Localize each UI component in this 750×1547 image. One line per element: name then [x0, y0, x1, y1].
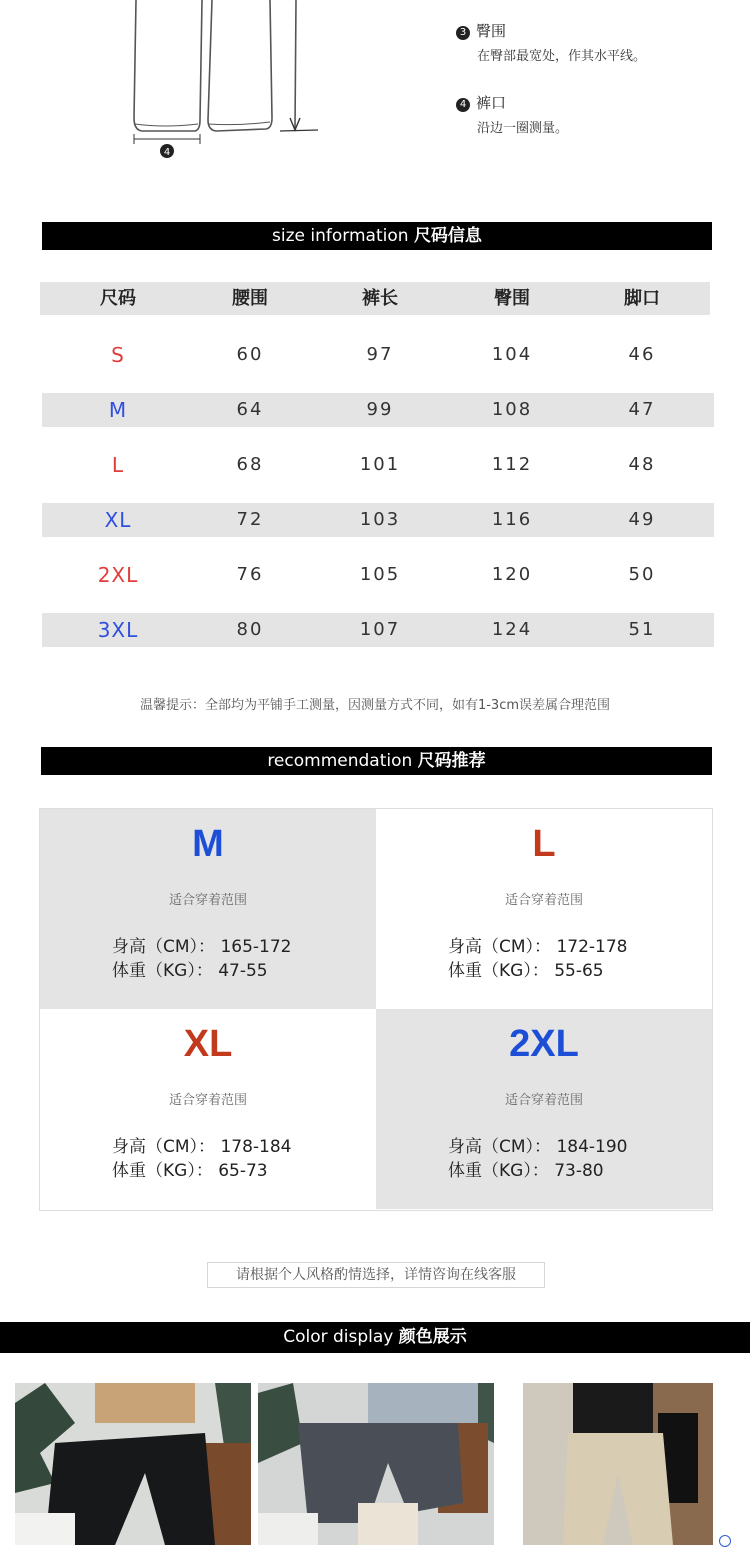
- rec-card-m: [40, 809, 376, 1009]
- row-waist: 64: [236, 399, 264, 420]
- row-hip: 120: [491, 564, 533, 585]
- header-waist: 腰围: [232, 288, 268, 309]
- rec-size: 2XL: [509, 1023, 579, 1065]
- row-hip: 116: [491, 509, 533, 530]
- row-hip: 112: [491, 454, 533, 475]
- rec-height: 身高（CM）： 184-190: [448, 1137, 628, 1157]
- rec-weight: 体重（KG）： 73-80: [448, 1161, 604, 1181]
- table-row: [42, 393, 714, 427]
- rec-size: M: [192, 823, 224, 865]
- rec-fit-label: 适合穿着范围: [504, 893, 583, 908]
- product-photo-khaki[interactable]: [523, 1383, 713, 1545]
- row-length: 101: [359, 454, 401, 475]
- banner-cn: 尺码推荐: [417, 751, 486, 771]
- row-length: 97: [366, 344, 394, 365]
- header-length: 裤长: [362, 288, 398, 309]
- rec-weight: 体重（KG）： 47-55: [112, 961, 268, 981]
- rec-height: 身高（CM）： 172-178: [448, 937, 628, 957]
- banner-cn: 尺码信息: [413, 226, 482, 246]
- recommendation-banner: [41, 747, 712, 775]
- corner-badge-icon: [719, 1535, 731, 1547]
- note-desc: 沿边一圈测量。: [477, 121, 569, 136]
- rec-fit-label: 适合穿着范围: [168, 1093, 247, 1108]
- measure-note-hip: [456, 20, 646, 64]
- row-waist: 76: [236, 564, 264, 585]
- row-size: XL: [104, 508, 132, 532]
- row-hem: 49: [628, 509, 656, 530]
- recommendation-grid: [39, 808, 713, 1211]
- rec-card-xl: [40, 1009, 376, 1209]
- note-title: 裤口: [476, 94, 507, 112]
- header-hip: 臀围: [494, 288, 530, 309]
- row-length: 103: [359, 509, 401, 530]
- style-tip-box: 请根据个人风格酌情选择，详情咨询在线客服: [207, 1262, 545, 1288]
- row-waist: 72: [236, 509, 264, 530]
- product-photo-black[interactable]: [15, 1383, 251, 1545]
- measurement-tip: 温馨提示：全部均为平铺手工测量，因测量方式不同，如有1-3cm误差属合理范围: [139, 698, 611, 713]
- table-row: [42, 338, 714, 372]
- table-row: [42, 448, 714, 482]
- row-waist: 60: [236, 344, 264, 365]
- diagram-marker-label: 4: [163, 147, 171, 158]
- row-hip: 104: [491, 344, 533, 365]
- rec-size: L: [532, 823, 556, 865]
- row-hem: 51: [628, 619, 656, 640]
- row-size: S: [111, 343, 125, 367]
- row-waist: 68: [236, 454, 264, 475]
- row-hem: 50: [628, 564, 656, 585]
- row-size: 2XL: [97, 563, 139, 587]
- row-size: L: [111, 453, 125, 477]
- rec-size: XL: [183, 1023, 233, 1065]
- color-display-banner: [0, 1322, 750, 1353]
- rec-card-l: [376, 809, 712, 1009]
- rec-height: 身高（CM）： 165-172: [112, 937, 292, 957]
- banner-en: size information: [272, 226, 409, 246]
- table-row: [42, 558, 714, 592]
- product-photo-gray[interactable]: [258, 1383, 494, 1545]
- row-length: 99: [366, 399, 394, 420]
- row-waist: 80: [236, 619, 264, 640]
- header-size: 尺码: [100, 288, 136, 309]
- row-hip: 124: [491, 619, 533, 640]
- size-info-banner: [42, 222, 712, 250]
- size-table-header: [40, 282, 710, 315]
- row-hip: 108: [491, 399, 533, 420]
- rec-weight: 体重（KG）： 65-73: [112, 1161, 268, 1181]
- pants-measure-diagram: [120, 0, 340, 170]
- measure-note-hem: [456, 92, 568, 136]
- row-size: M: [108, 398, 128, 422]
- table-row: [42, 613, 714, 647]
- row-hem: 47: [628, 399, 656, 420]
- row-length: 107: [359, 619, 401, 640]
- note-number: 4: [456, 98, 470, 112]
- row-length: 105: [359, 564, 401, 585]
- banner-en: recommendation: [267, 751, 413, 771]
- rec-height: 身高（CM）： 178-184: [112, 1137, 292, 1157]
- rec-card-2xl: [376, 1009, 712, 1209]
- header-hem: 脚口: [624, 288, 660, 309]
- rec-weight: 体重（KG）： 55-65: [448, 961, 604, 981]
- rec-fit-label: 适合穿着范围: [504, 1093, 583, 1108]
- row-hem: 46: [628, 344, 656, 365]
- rec-fit-label: 适合穿着范围: [168, 893, 247, 908]
- row-size: 3XL: [97, 618, 139, 642]
- banner-en: Color display: [283, 1327, 394, 1347]
- note-title: 臀围: [476, 22, 507, 40]
- row-hem: 48: [628, 454, 656, 475]
- note-number: 3: [456, 26, 470, 40]
- table-row: [42, 503, 714, 537]
- note-desc: 在臀部最宽处，作其水平线。: [477, 49, 647, 64]
- banner-cn: 颜色展示: [398, 1327, 467, 1347]
